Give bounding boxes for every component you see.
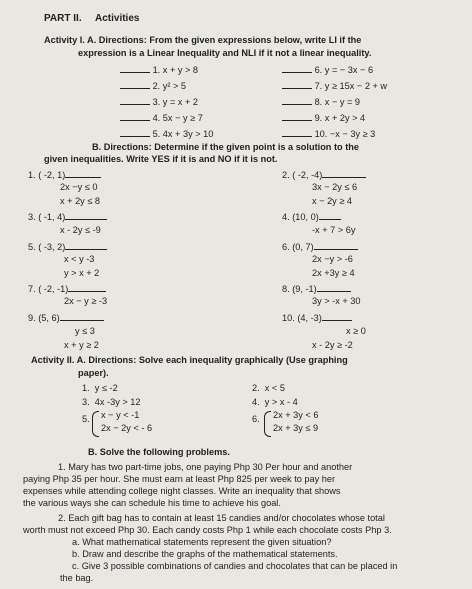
problem-subitem: b. Draw and describe the graphs of the mathematical statements. [72, 549, 338, 559]
problem-subitem: c. Give 3 possible combinations of candies and chocolates that can be placed in [72, 561, 398, 571]
inequality: 2x −y ≤ 0 [60, 182, 98, 192]
activity1-a-directions-1: Activity I. A. Directions: From the given expressions below, write LI if the [44, 35, 362, 45]
point-label: 10. (4, -3) [282, 311, 352, 324]
inequality: 3x − 2y ≤ 6 [312, 182, 358, 192]
list-item: 1. y ≤ -2 [82, 383, 118, 393]
point-label: 3. ( -1, 4) [28, 210, 107, 223]
point-label: 1. ( -2, 1) [28, 168, 101, 181]
inequality: y > x + 2 [64, 268, 100, 278]
problem-subitem: the bag. [60, 573, 94, 583]
system-brace [264, 411, 271, 437]
answer-blank[interactable] [120, 111, 150, 121]
problem-line: 1. Mary has two part-time jobs, one paying Php 30 Per hour and another [58, 462, 353, 472]
point-label: 9. (5, 6) [28, 311, 104, 324]
inequality: 3y > -x + 30 [312, 296, 361, 306]
list-item: 8. x − y = 9 [282, 95, 360, 108]
inequality: -x + 7 > 6y [312, 225, 356, 235]
answer-blank[interactable] [282, 79, 312, 89]
problem-line: worth must not exceed Php 30. Each candy costs Php 1 while each chocolate costs Php 3. [23, 525, 392, 535]
list-item: 4. y > x - 4 [252, 397, 298, 407]
activity1-b-directions-2: given inequalities. Write YES if it is and NO if it is not. [44, 154, 278, 164]
system-brace [92, 411, 99, 437]
list-item: 10. −x − 3y ≥ 3 [282, 127, 375, 140]
inequality: x + 2y ≤ 8 [60, 196, 101, 206]
answer-blank[interactable] [120, 79, 150, 89]
inequality: x − 2y ≥ 4 [312, 196, 353, 206]
list-item: 2. y² > 5 [120, 79, 186, 92]
activity1-b-directions-1: B. Directions: Determine if the given point is a solution to the [92, 142, 359, 152]
answer-blank[interactable] [314, 240, 358, 250]
problem-line: 2. Each gift bag has to contain at least 15 candies and/or chocolates whose total [58, 513, 385, 523]
inequality: x + y ≥ 2 [64, 340, 99, 350]
inequality: 2x − y ≥ -3 [64, 296, 108, 306]
point-label: 5. ( -3, 2) [28, 240, 107, 253]
answer-blank[interactable] [68, 282, 106, 292]
inequality: y ≤ 3 [75, 326, 95, 336]
inequality: x ≥ 0 [346, 326, 366, 336]
answer-blank[interactable] [120, 95, 150, 105]
answer-blank[interactable] [65, 210, 107, 220]
activity2-b-heading: B. Solve the following problems. [88, 447, 230, 457]
point-label: 7. ( -2, -1) [28, 282, 106, 295]
answer-blank[interactable] [282, 95, 312, 105]
list-item-number: 5. [82, 414, 90, 424]
answer-blank[interactable] [322, 168, 366, 178]
point-label: 8. (9, -1) [282, 282, 351, 295]
inequality: x - 2y ≤ -9 [60, 225, 101, 235]
problem-line: expenses while attending college night classes. Write an inequality that shows [23, 486, 341, 496]
point-label: 6. (0, 7) [282, 240, 358, 253]
system-inequality: 2x + 3y ≤ 9 [273, 423, 319, 433]
system-inequality: 2x − 2y < - 6 [101, 423, 153, 433]
list-item: 9. x + 2y > 4 [282, 111, 365, 124]
activities-title: Activities [95, 13, 140, 24]
answer-blank[interactable] [282, 63, 312, 73]
list-item: 3. y = x + 2 [120, 95, 198, 108]
activity2-a-directions-2: paper). [78, 368, 109, 378]
answer-blank[interactable] [120, 63, 150, 73]
point-label: 4. (10, 0) [282, 210, 341, 223]
answer-blank[interactable] [322, 311, 352, 321]
inequality: 2x +3y ≥ 4 [312, 268, 355, 278]
list-item: 4. 5x − y ≥ 7 [120, 111, 203, 124]
answer-blank[interactable] [60, 311, 104, 321]
answer-blank[interactable] [65, 240, 107, 250]
list-item: 1. x + y > 8 [120, 63, 198, 76]
system-inequality: 2x + 3y < 6 [273, 410, 319, 420]
list-item: 2. x < 5 [252, 383, 285, 393]
list-item: 6. y = − 3x − 6 [282, 63, 373, 76]
answer-blank[interactable] [65, 168, 101, 178]
inequality: 2x −y > -6 [312, 254, 353, 264]
answer-blank[interactable] [317, 282, 351, 292]
answer-blank[interactable] [319, 210, 341, 220]
problem-line: the various ways she can schedule his time to achieve his goal. [23, 498, 281, 508]
list-item: 5. 4x + 3y > 10 [120, 127, 213, 140]
inequality: x - 2y ≥ -2 [312, 340, 353, 350]
answer-blank[interactable] [282, 127, 312, 137]
activity2-a-directions-1: Activity II. A. Directions: Solve each inequality graphically (Use graphing [31, 355, 348, 365]
answer-blank[interactable] [120, 127, 150, 137]
problem-line: paying Php 35 per hour. She must earn at least Php 825 per week to pay her [23, 474, 336, 484]
activity1-a-directions-2: expression is a Linear Inequality and NLI if it not a linear inequality. [78, 48, 372, 58]
answer-blank[interactable] [282, 111, 312, 121]
list-item: 3. 4x -3y > 12 [82, 397, 141, 407]
inequality: x < y -3 [64, 254, 95, 264]
system-inequality: x − y < -1 [101, 410, 140, 420]
list-item-number: 6. [252, 414, 260, 424]
list-item: 7. y ≥ 15x − 2 + w [282, 79, 387, 92]
point-label: 2. ( -2, -4) [282, 168, 366, 181]
part-label: PART II. [44, 13, 82, 24]
problem-subitem: a. What mathematical statements represent the given situation? [72, 537, 332, 547]
